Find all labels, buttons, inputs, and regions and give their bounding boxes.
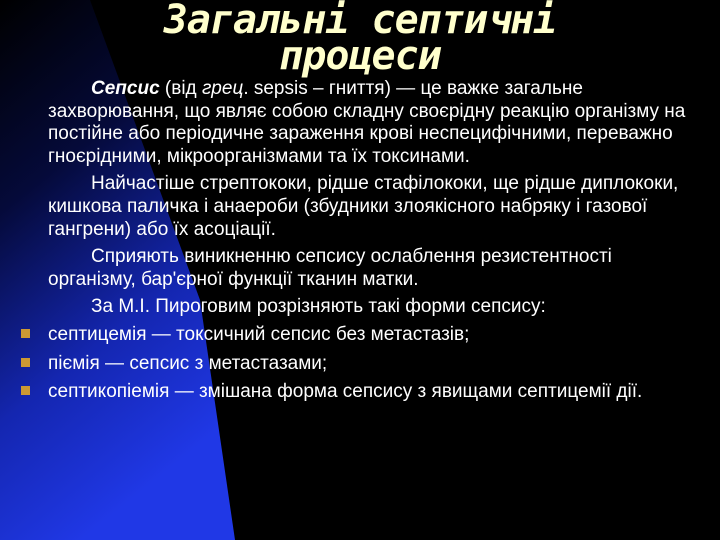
forms-list [48,324,698,404]
square-bullet-icon [21,329,30,338]
slide-title [0,0,720,79]
list-item [48,324,698,347]
list-item [48,381,698,404]
slide-title-line-1: Загальні септичні [163,0,557,43]
list-item-text: септицемія — токсичний сепсис без метастазів; [48,323,470,345]
list-item-text: піємія — сепсис з метастазами; [48,352,328,374]
list-item [48,353,698,376]
term-sepsis: Сепсис [91,78,160,99]
slide-title-line-2: процеси [279,33,441,79]
paragraph-definition [48,78,698,168]
definition-part-1: (від [159,78,202,99]
slide-body [48,78,698,410]
list-item-text: септикопіемія — змішана форма сепсису з явищами септицемії дії. [48,381,643,403]
definition-part-2: . sepsis – гниття) — це важке загальне захворювання, що являє собою складну своєрідну реакцію організму на постійне або періодичне зараження крові неспецифічними, переважно гноєрідними, мікроорганізмами та їх токсинами. [48,78,686,167]
abbr-greek: грец [201,78,244,99]
square-bullet-icon [21,358,30,367]
square-bullet-icon [21,386,30,395]
paragraph-risk-factors: Сприяють виникненню сепсису ослаблення резистентності організму, бар'єрної функції тканин матки. [48,246,612,290]
paragraph-forms-intro: За М.І. Пироговим розрізняють такі форми сепсису: [91,296,546,318]
paragraph-pathogens: Найчастіше стрептококи, рідше стафілококи, ще рідше диплококи, кишкова паличка і анаероби (збудники злоякісного набряку і газової гангрени) або їх асоціації. [48,173,679,240]
